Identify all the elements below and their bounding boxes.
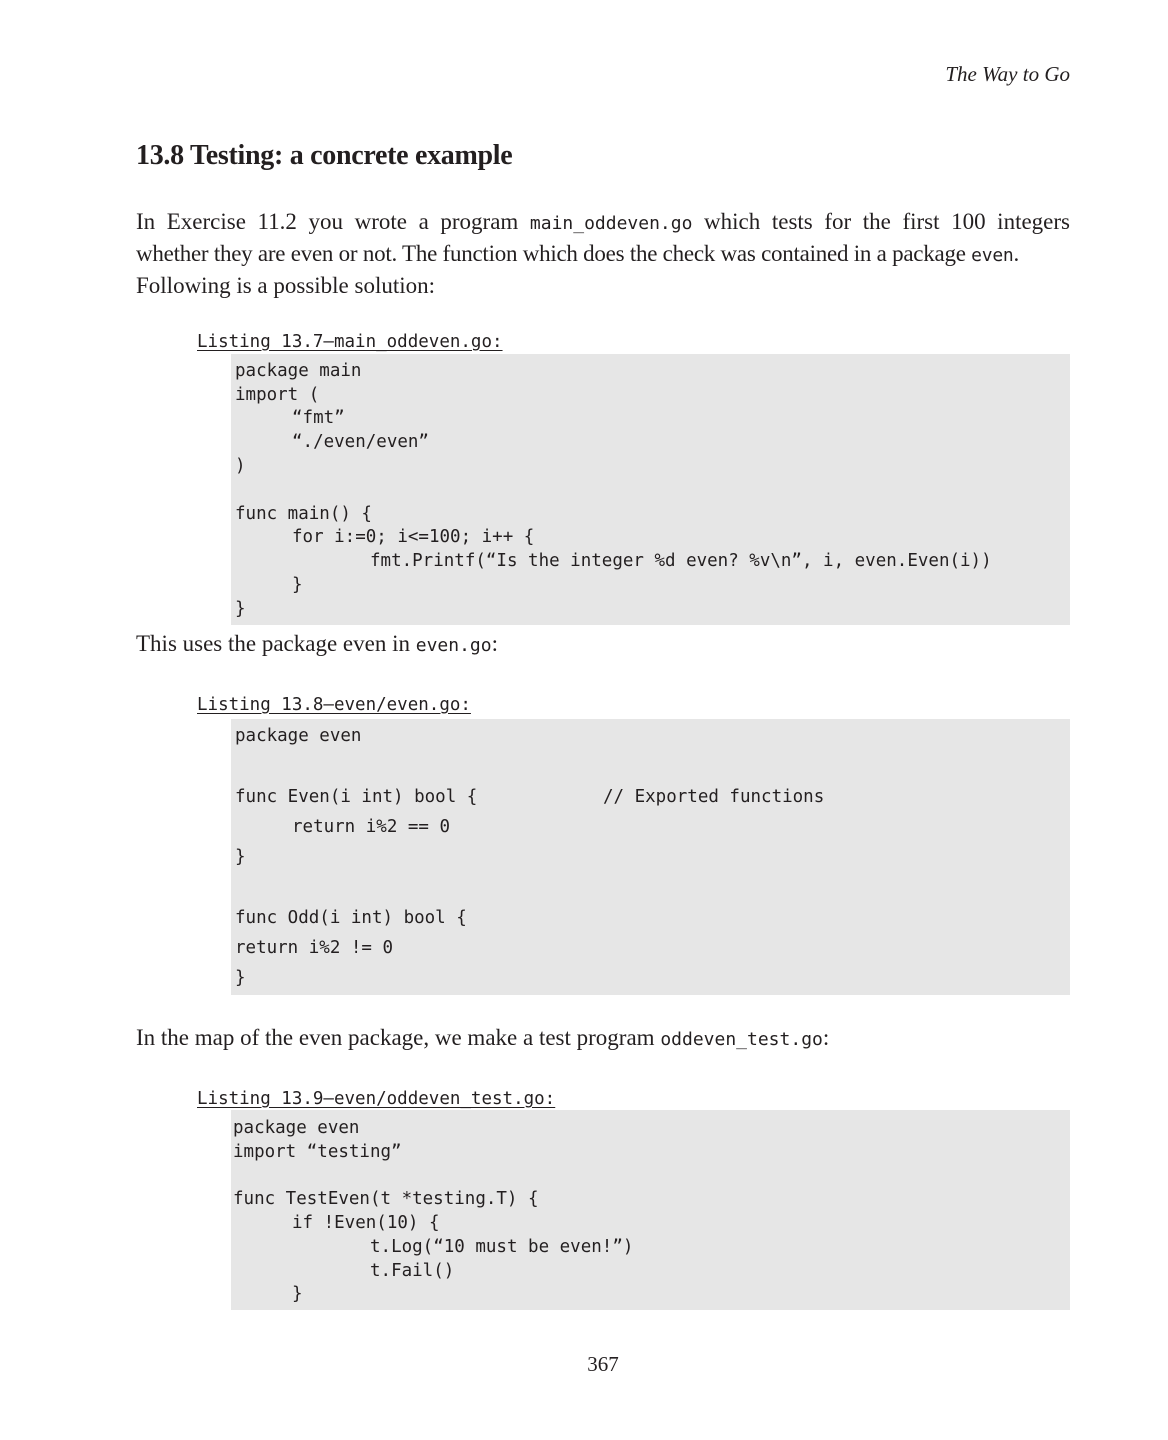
- running-header: The Way to Go: [945, 62, 1070, 86]
- code-line: func Odd(i int) bool {: [235, 908, 467, 928]
- intro-line-1: In Exercise 11.2 you wrote a program main_oddeven.go which tests for the first 100 integers: [136, 209, 1070, 234]
- code-line: “fmt”: [292, 408, 345, 428]
- code-comment: // Exported functions: [603, 787, 825, 807]
- code-line: func TestEven(t *testing.T) {: [233, 1189, 539, 1209]
- code-line: fmt.Printf(“Is the integer %d even? %v\n”, i, even.Even(i)): [370, 551, 992, 571]
- code-line: return i%2 != 0: [235, 938, 394, 958]
- code-line: }: [235, 599, 246, 619]
- code-line: t.Log(“10 must be even!”): [370, 1237, 634, 1257]
- code-line: package main: [235, 361, 362, 381]
- code-block-oddeven-test: [231, 1110, 1070, 1310]
- listing-label-13-9: Listing 13.9—even/oddeven_test.go:: [197, 1089, 556, 1109]
- code-block-even: [231, 719, 1070, 995]
- listing-label-13-7: Listing 13.7—main_oddeven.go:: [197, 332, 503, 352]
- inline-code-even-go: even.go: [415, 635, 492, 656]
- code-line: if !Even(10) {: [292, 1213, 440, 1233]
- code-line: “./even/even”: [292, 432, 429, 452]
- code-line: func main() {: [235, 504, 372, 524]
- code-line: import “testing”: [233, 1142, 402, 1162]
- paragraph-test-program: In the map of the even package, we make a test program oddeven_test.go:: [136, 1025, 830, 1050]
- code-line: }: [235, 847, 246, 867]
- code-line: t.Fail(): [370, 1261, 455, 1281]
- code-line: }: [235, 968, 246, 988]
- code-line: }: [292, 1284, 303, 1304]
- code-line: import (: [235, 385, 320, 405]
- code-block-main-oddeven: [231, 354, 1070, 625]
- intro-line-2: whether they are even or not. The function which does the check was contained in a package even.: [136, 241, 1020, 266]
- code-line: return i%2 == 0: [292, 817, 451, 837]
- code-line: package even: [235, 726, 362, 746]
- page-number: 367: [587, 1352, 619, 1376]
- intro-line-3: Following is a possible solution:: [136, 273, 436, 298]
- paragraph-uses-even: This uses the package even in even.go:: [136, 631, 498, 656]
- code-line: }: [292, 575, 303, 595]
- inline-code-oddeven-test: oddeven_test.go: [660, 1029, 823, 1050]
- code-line: func Even(i int) bool {: [235, 787, 478, 807]
- code-line: package even: [233, 1118, 360, 1138]
- section-title: 13.8 Testing: a concrete example: [136, 140, 513, 171]
- intro-paragraph: [136, 207, 1070, 301]
- listing-label-13-8: Listing 13.8—even/even.go:: [197, 695, 471, 715]
- code-line: ): [235, 456, 246, 476]
- inline-code-even: even: [971, 245, 1014, 266]
- inline-code-main-oddeven: main_oddeven.go: [529, 213, 693, 234]
- code-line: for i:=0; i<=100; i++ {: [292, 527, 535, 547]
